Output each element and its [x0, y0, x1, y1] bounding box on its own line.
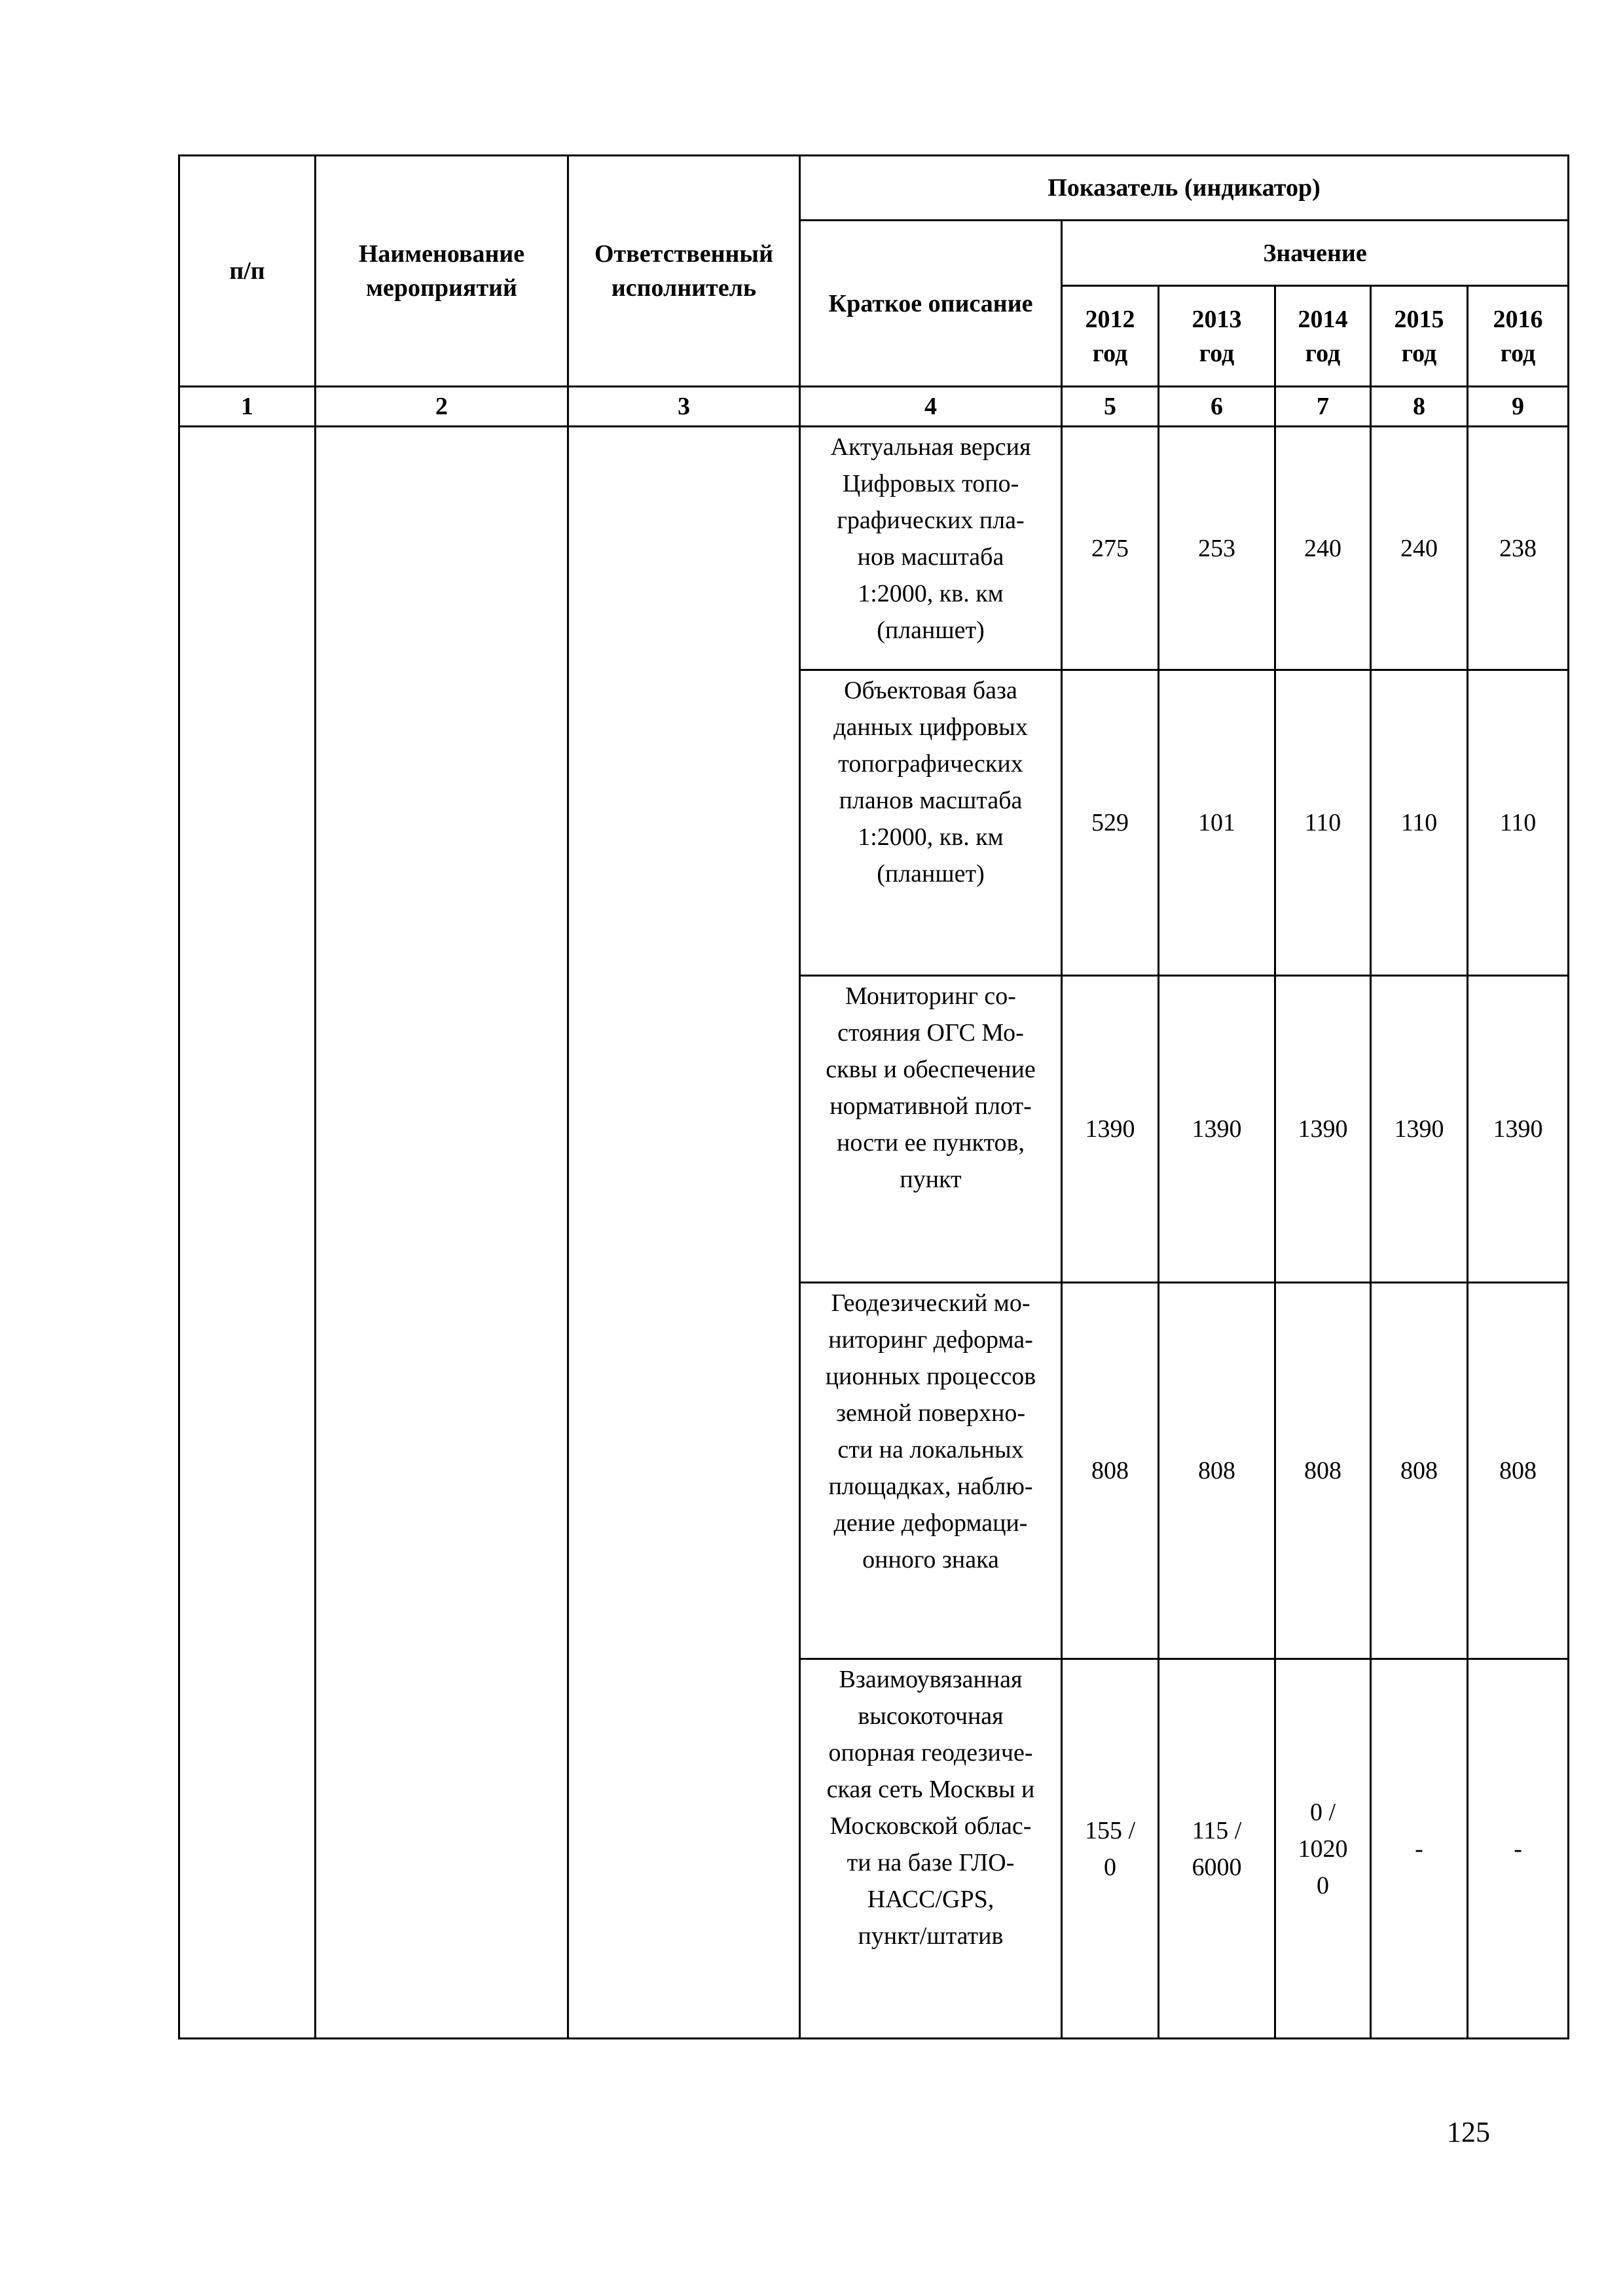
row-value: 240	[1371, 427, 1468, 670]
row-value: 1390	[1371, 976, 1468, 1283]
row-value: 238	[1468, 427, 1569, 670]
page-number: 125	[1447, 2116, 1490, 2148]
row-value: -	[1371, 1659, 1468, 2039]
row-value: -	[1468, 1659, 1569, 2039]
row-description: Объектовая база данных цифровых топографических планов масштаба 1:2000, кв. км (планшет)	[800, 670, 1062, 976]
row-value: 155 / 0	[1062, 1659, 1159, 2039]
header-num: п/п	[179, 156, 316, 387]
row-value: 808	[1062, 1283, 1159, 1659]
header-year: 2013 год	[1159, 286, 1275, 387]
column-number: 8	[1371, 387, 1468, 427]
row-value: 110	[1468, 670, 1569, 976]
indicator-table	[178, 154, 1569, 2039]
header-year: 2016 год	[1468, 286, 1569, 387]
row-description: Взаимоувязанная высокоточная опорная геодезиче- ская сеть Москвы и Московской облас- ти на базе ГЛО- НАСС/GPS, пункт/штатив	[800, 1659, 1062, 2039]
header-responsible: Ответственный исполнитель	[568, 156, 800, 387]
header-short-desc: Краткое описание	[800, 221, 1062, 387]
header-indicator: Показатель (индикатор)	[800, 156, 1569, 221]
row-value: 110	[1371, 670, 1468, 976]
row-value: 253	[1159, 427, 1275, 670]
column-number: 1	[179, 387, 316, 427]
row-value: 240	[1275, 427, 1371, 670]
header-name: Наименование мероприятий	[316, 156, 568, 387]
cell-num-blank	[179, 427, 316, 2039]
column-number: 3	[568, 387, 800, 427]
row-value: 808	[1371, 1283, 1468, 1659]
column-number: 2	[316, 387, 568, 427]
table-row	[179, 427, 1569, 670]
row-value: 1390	[1062, 976, 1159, 1283]
cell-responsible-blank	[568, 427, 800, 2039]
row-value: 808	[1159, 1283, 1275, 1659]
header-value: Значение	[1062, 221, 1569, 286]
row-value: 1390	[1159, 976, 1275, 1283]
row-description: Геодезический мо- ниторинг деформа- ционных процессов земной поверхно- сти на локальных площадках, наблю- дение деформаци- онного знака	[800, 1283, 1062, 1659]
header-year: 2012 год	[1062, 286, 1159, 387]
row-description: Мониторинг со- стояния ОГС Мо- сквы и обеспечение нормативной плот- ности ее пунктов, пункт	[800, 976, 1062, 1283]
column-number: 4	[800, 387, 1062, 427]
row-description: Актуальная версия Цифровых топо- графических пла- нов масштаба 1:2000, кв. км (планшет)	[800, 427, 1062, 670]
column-number: 9	[1468, 387, 1569, 427]
header-year: 2015 год	[1371, 286, 1468, 387]
row-value: 101	[1159, 670, 1275, 976]
row-value: 1390	[1468, 976, 1569, 1283]
header-year: 2014 год	[1275, 286, 1371, 387]
row-value: 110	[1275, 670, 1371, 976]
column-number: 7	[1275, 387, 1371, 427]
row-value: 808	[1468, 1283, 1569, 1659]
column-number: 5	[1062, 387, 1159, 427]
row-value: 275	[1062, 427, 1159, 670]
row-value: 529	[1062, 670, 1159, 976]
row-value: 115 / 6000	[1159, 1659, 1275, 2039]
row-value: 1390	[1275, 976, 1371, 1283]
column-number: 6	[1159, 387, 1275, 427]
row-value: 808	[1275, 1283, 1371, 1659]
cell-name-blank	[316, 427, 568, 2039]
row-value: 0 / 1020 0	[1275, 1659, 1371, 2039]
